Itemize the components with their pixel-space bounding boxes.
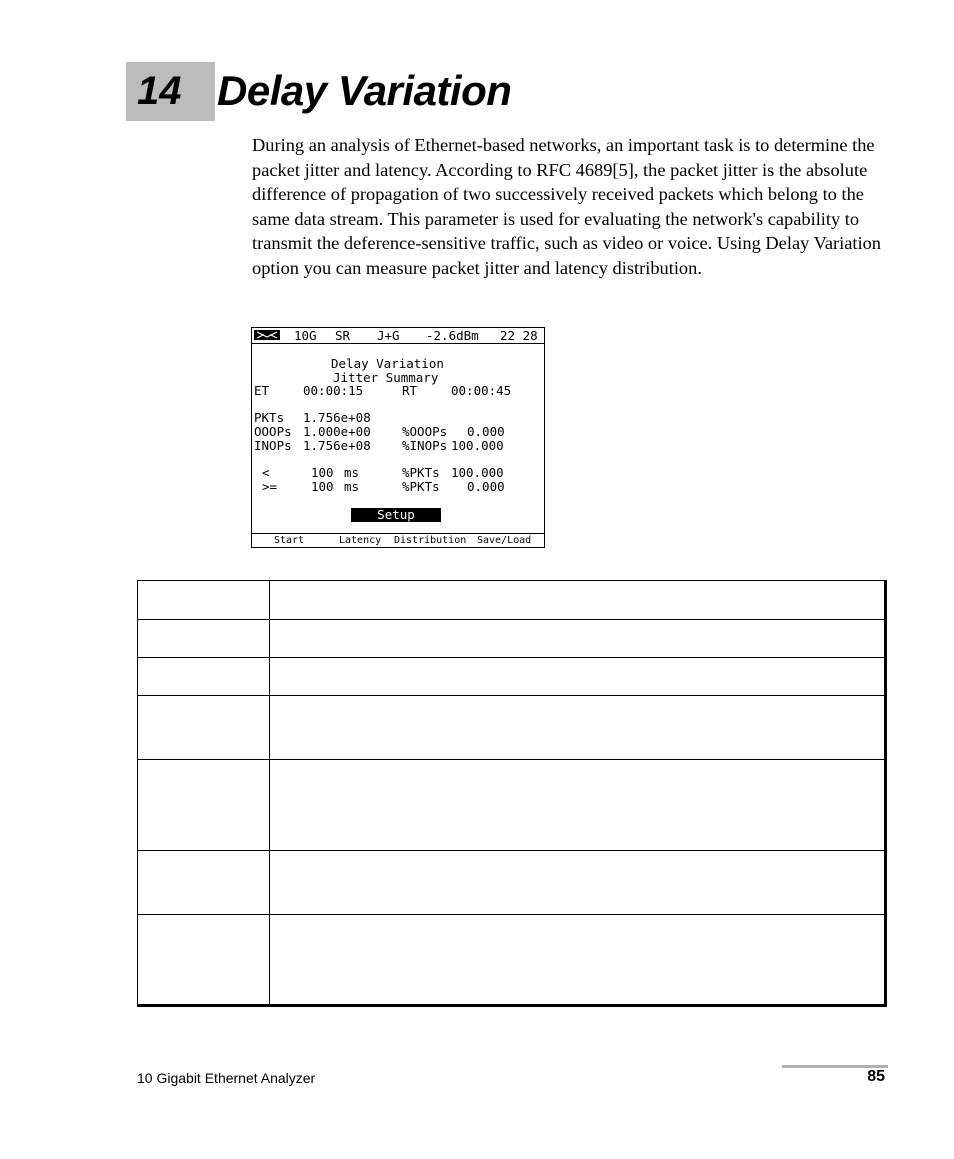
device-screen bbox=[251, 327, 545, 548]
status-mode: SR bbox=[335, 328, 351, 343]
intro-paragraph: During an analysis of Ethernet-based networks, an important task is to determine the packet jitter and latency. According to RFC 4689[5], the packet jitter is the absolute difference of propagation of two successively received packets which belong to the same data stream. This parameter is used for evaluating the network's capability to transmit the deference-sensitive traffic, such as video or voice. Using Delay Variation option you can measure packet jitter and latency distribution. bbox=[252, 135, 881, 278]
ge-unit: ms bbox=[344, 479, 360, 494]
table-cell-label bbox=[138, 658, 270, 696]
softkey-save-load[interactable]: Save/Load bbox=[477, 535, 532, 546]
pkts-label: PKTs bbox=[254, 410, 285, 425]
status-time: 22 28 bbox=[500, 328, 538, 343]
inops-label: INOPs bbox=[254, 438, 292, 453]
pct-ooops-value: 0.000 bbox=[467, 424, 505, 439]
table-cell-label bbox=[138, 620, 270, 658]
pct-inops-value: 100.000 bbox=[451, 438, 504, 453]
table-cell-description bbox=[270, 581, 886, 620]
pct-ooops-label: %OOOPs bbox=[402, 424, 448, 439]
rt-label: RT bbox=[402, 383, 418, 398]
ge-value: 100 bbox=[311, 479, 334, 494]
pct-inops-label: %INOPs bbox=[402, 438, 448, 453]
status-power: -2.6dBm bbox=[426, 328, 479, 343]
table-row bbox=[138, 696, 886, 760]
softkey-distribution[interactable]: Distribution bbox=[394, 535, 467, 546]
table-row bbox=[138, 620, 886, 658]
pkts-value: 1.756e+08 bbox=[303, 410, 371, 425]
table-cell-label bbox=[138, 851, 270, 915]
table-cell-description bbox=[270, 915, 886, 1006]
lt-unit: ms bbox=[344, 465, 360, 480]
table-row bbox=[138, 915, 886, 1006]
footer-product-name: 10 Gigabit Ethernet Analyzer bbox=[137, 1070, 316, 1086]
lt-pct-label: %PKTs bbox=[402, 465, 440, 480]
table-row bbox=[138, 581, 886, 620]
table-row bbox=[138, 760, 886, 851]
lt-pct-value: 100.000 bbox=[451, 465, 504, 480]
table-cell-label bbox=[138, 915, 270, 1006]
ooops-value: 1.000e+00 bbox=[303, 424, 371, 439]
softkey-latency[interactable]: Latency bbox=[339, 535, 382, 546]
page-number: 85 bbox=[867, 1068, 885, 1085]
inops-value: 1.756e+08 bbox=[303, 438, 371, 453]
status-port: J+G bbox=[377, 328, 400, 343]
chapter-number: 14 bbox=[137, 69, 182, 113]
envelope-icon bbox=[254, 330, 280, 340]
table-cell-description bbox=[270, 658, 886, 696]
ge-label: >= bbox=[262, 479, 278, 494]
ooops-label: OOOPs bbox=[254, 424, 292, 439]
parameter-table bbox=[137, 580, 887, 1007]
softkey-bar bbox=[252, 533, 544, 547]
table-cell-description bbox=[270, 760, 886, 851]
ge-pct-label: %PKTs bbox=[402, 479, 440, 494]
rt-value: 00:00:45 bbox=[451, 383, 512, 398]
screen-title: Delay Variation bbox=[331, 356, 444, 371]
chapter-title: Delay Variation bbox=[217, 67, 512, 114]
et-label: ET bbox=[254, 383, 270, 398]
setup-button[interactable]: Setup bbox=[351, 508, 441, 522]
table-cell-description bbox=[270, 851, 886, 915]
table-cell-label bbox=[138, 760, 270, 851]
table-cell-description bbox=[270, 620, 886, 658]
table-cell-description bbox=[270, 696, 886, 760]
table-cell-label bbox=[138, 696, 270, 760]
table-row bbox=[138, 851, 886, 915]
table-cell-label bbox=[138, 581, 270, 620]
status-rate: 10G bbox=[294, 328, 317, 343]
lt-value: 100 bbox=[311, 465, 334, 480]
status-bar bbox=[252, 328, 544, 344]
lt-label: < bbox=[262, 465, 270, 480]
softkey-start[interactable]: Start bbox=[274, 535, 305, 546]
ge-pct-value: 0.000 bbox=[467, 479, 505, 494]
screen-subtitle: Jitter Summary bbox=[333, 370, 439, 385]
table-row bbox=[138, 658, 886, 696]
et-value: 00:00:15 bbox=[303, 383, 364, 398]
